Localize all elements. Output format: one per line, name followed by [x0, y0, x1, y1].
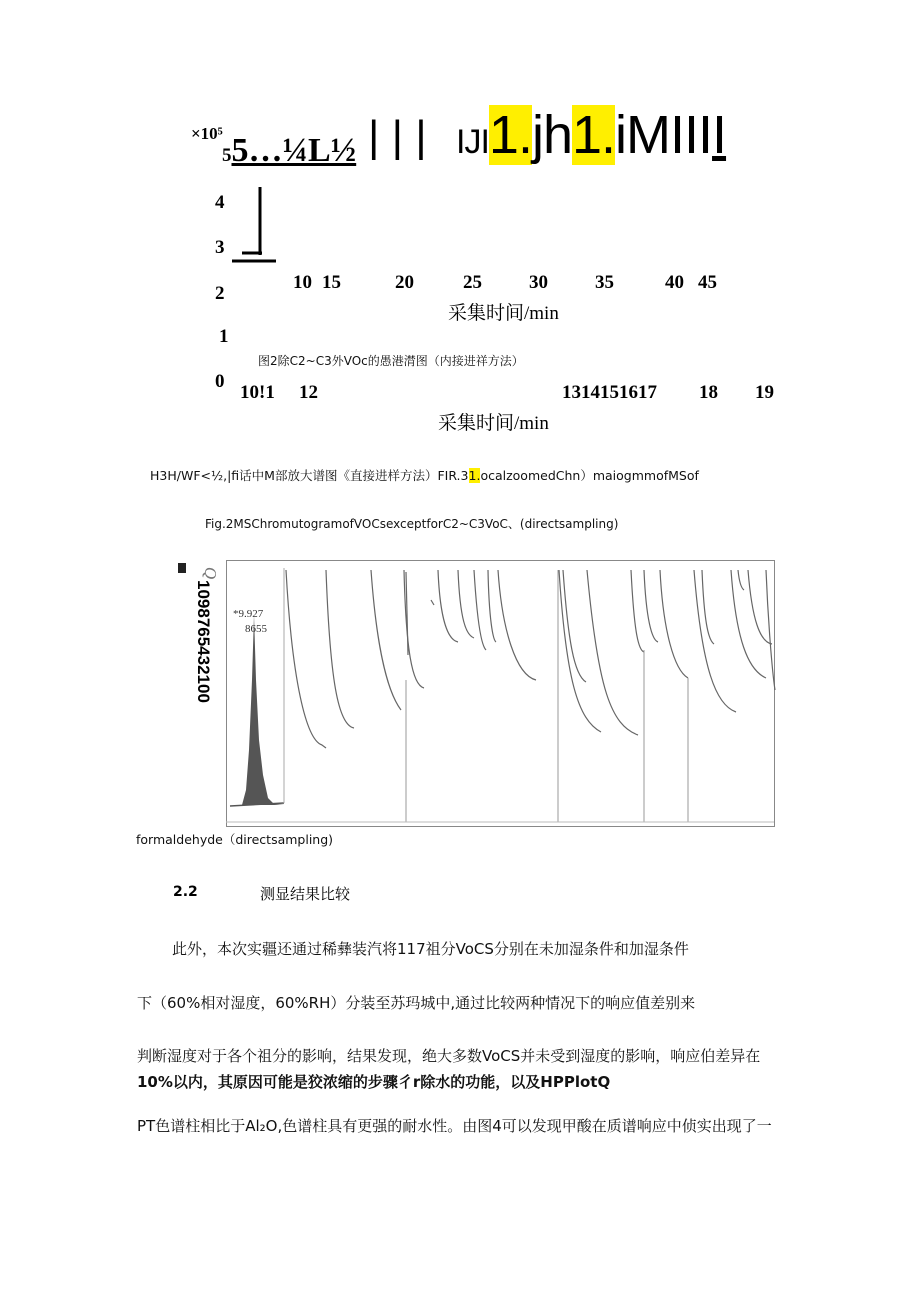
- chromatogram-plot: [226, 560, 776, 828]
- paragraph-line-4: 10%以内，其原因可能是狡浓缩的步骤彳r除水的功能，以及HPPlotQ: [137, 1073, 611, 1091]
- exponent-label: ×10⁵: [191, 124, 223, 143]
- y-tick-3: 3: [215, 237, 225, 258]
- peak-label-area: 8655: [245, 623, 267, 635]
- fig2-xtick-40: 40: [665, 272, 684, 293]
- row-top-jh: jh: [531, 105, 572, 165]
- section-title: 测显结果比较: [260, 885, 351, 903]
- corner-mark-block: [178, 563, 186, 573]
- row-top-prefix: [222, 132, 356, 170]
- highlight-2: 1.: [571, 105, 616, 165]
- fig2-x-title: 采集时间/min: [448, 303, 559, 324]
- paragraph-line-1: 此外，本次实疆还通过稀彝装汽将117祖分VoCS分别在未加湿条件和加湿条件: [172, 940, 689, 958]
- y-tick-1: 1: [219, 326, 229, 347]
- fig3-xtick-10-11: 10!1: [240, 382, 275, 403]
- fig2-xtick-15: 15: [322, 272, 341, 293]
- row-top-end-underlined: I: [712, 105, 727, 165]
- y-tick-2: 2: [215, 283, 225, 304]
- row-top-ijI: IJI: [456, 123, 489, 161]
- row-top-tail: [456, 104, 726, 166]
- section-number: 2.2: [173, 884, 198, 900]
- fig3-xtick-18: 18: [699, 382, 718, 403]
- fig2-xtick-45: 45: [698, 272, 717, 293]
- fig3-x-title: 采集时间/min: [438, 413, 549, 434]
- row-top-5: 5: [222, 145, 232, 166]
- fig2-xtick-10: 10: [293, 272, 312, 293]
- fig3-caption-post: ocalzoomedChn）maiogmmofMSof: [480, 468, 699, 483]
- axis-fragment: [228, 185, 278, 265]
- y-tick-0: 0: [215, 371, 225, 392]
- fig3-caption-highlight: 1.: [468, 468, 481, 483]
- row-top-bars: | | |: [368, 112, 427, 161]
- paragraph-line-3: 判断湿度对于各个祖分的影响，结果发现，绝大多数VoCS并未受到湿度的影响，响应伯差异在: [137, 1047, 761, 1065]
- fig2-caption-cn: 图2除C2~C3外VOc的愚港潸图（内接进祥方法）: [258, 354, 524, 368]
- fig2-xtick-25: 25: [463, 272, 482, 293]
- row-top-end: iMIII: [615, 105, 713, 165]
- chromatogram-y-axis: 1098765432100: [194, 580, 213, 703]
- fig3-xtick-19: 19: [755, 382, 774, 403]
- fig3-xtick-13-17: 1314151617: [562, 382, 657, 403]
- corner-mark: Q: [201, 566, 221, 580]
- chromatogram-caption: formaldehyde（directsampling): [136, 832, 334, 847]
- y-tick-4: 4: [215, 192, 225, 213]
- paragraph-line-5: PT色谱柱相比于Al₂O,色谱柱具有更强的耐水性。由图4可以发现甲酸在质谱响应中侦实出现了一: [137, 1117, 772, 1135]
- fig3-xtick-12: 12: [299, 382, 318, 403]
- peak-label-time: *9.927: [233, 608, 264, 620]
- fig3-caption-line: [150, 466, 699, 484]
- fig3-caption-pre: H3H/WF<½,|fi话中M部放大谱图《直接进样方法）FIR.3: [150, 468, 469, 483]
- fig2-xtick-30: 30: [529, 272, 548, 293]
- paragraph-line-2: 下（60%相对湿度，60%RH）分装至苏玛城中,通过比较两种情况下的响应值差别来: [137, 994, 696, 1012]
- row-top-prefix-text: 5…¼L½: [231, 132, 357, 169]
- fig2-xtick-35: 35: [595, 272, 614, 293]
- fig2-xtick-20: 20: [395, 272, 414, 293]
- fig2-caption-en: Fig.2MSChromutogramofVOCsexceptforC2~C3VoC、(directsampling): [205, 517, 619, 531]
- highlight-1: 1.: [488, 105, 532, 165]
